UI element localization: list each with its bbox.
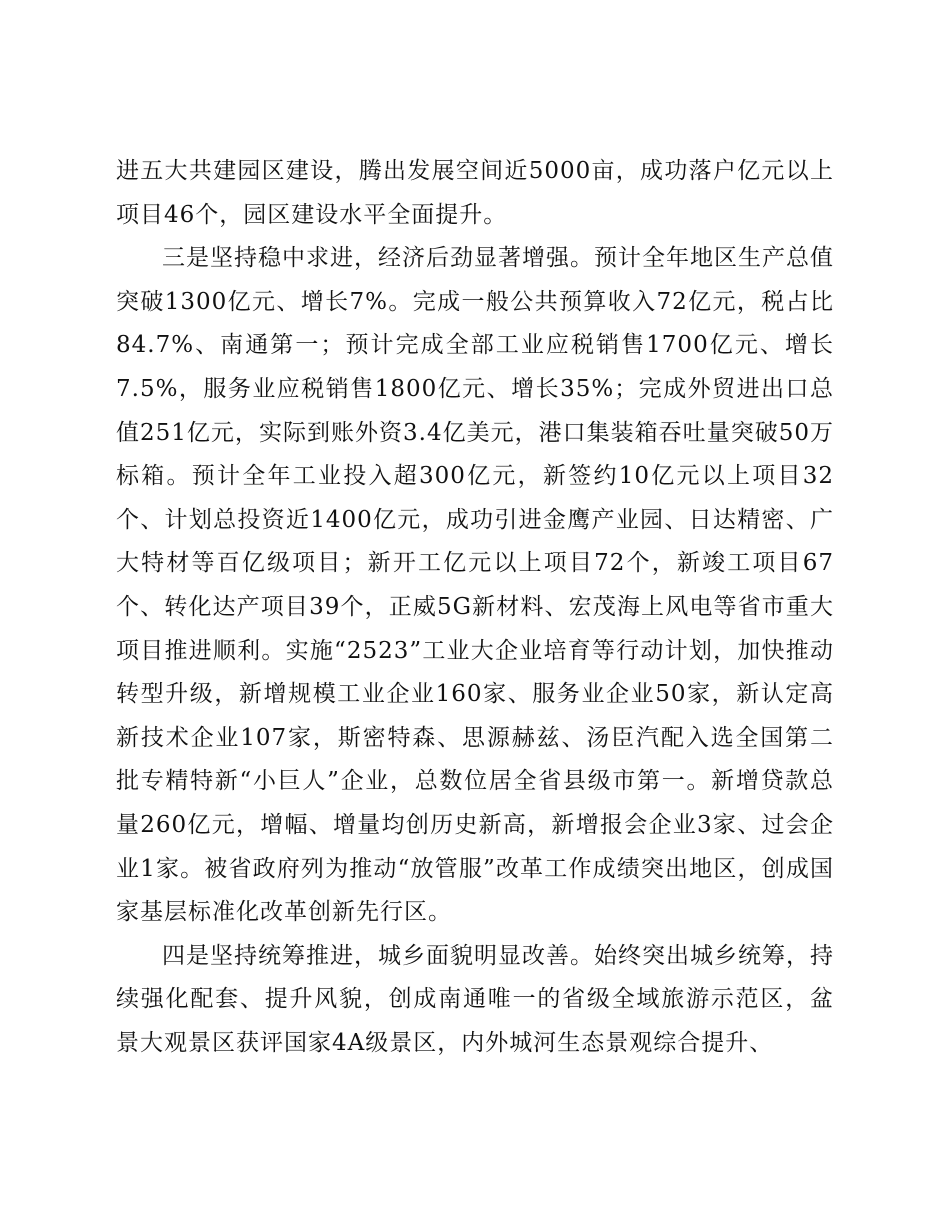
document-page [116, 150, 834, 1065]
paragraph-economy: 三是坚持稳中求进，经济后劲显著增强。预计全年地区生产总值突破1300亿元、增长7%。完成一般公共预算收入72亿元，税占比84.7%、南通第一；预计完成全部工业应税销售1700亿元、增长7.5%，服务业应税销售1800亿元、增长35%；完成外贸进出口总值251亿元，实际到账外资3.4亿美元，港口集装箱吞吐量突破50万标箱。预计全年工业投入超300亿元，新签约10亿元以上项目32个、计划总投资近1400亿元，成功引进金鹰产业园、日达精密、广大特材等百亿级项目；新开工亿元以上项目72个，新竣工项目67个、转化达产项目39个，正威5G新材料、宏茂海上风电等省市重大项目推进顺利。实施“2523”工业大企业培育等行动计划，加快推动转型升级，新增规模工业企业160家、服务业企业50家，新认定高新技术企业107家，斯密特森、思源赫兹、汤臣汽配入选全国第二批专精特新“小巨人”企业，总数位居全省县级市第一。新增贷款总量260亿元，增幅、增量均创历史新高，新增报会企业3家、过会企业1家。被省政府列为推动“放管服”改革工作成绩突出地区，创成国家基层标准化改革创新先行区。 [116, 245, 834, 926]
paragraph-continuation: 进五大共建园区建设，腾出发展空间近5000亩，成功落户亿元以上项目46个，园区建设水平全面提升。 [116, 158, 834, 228]
paragraph-urban-rural: 四是坚持统筹推进，城乡面貌明显改善。始终突出城乡统筹，持续强化配套、提升风貌，创成南通唯一的省级全域旅游示范区，盆景大观景区获评国家4A级景区，内外城河生态景观综合提升、 [116, 942, 834, 1056]
